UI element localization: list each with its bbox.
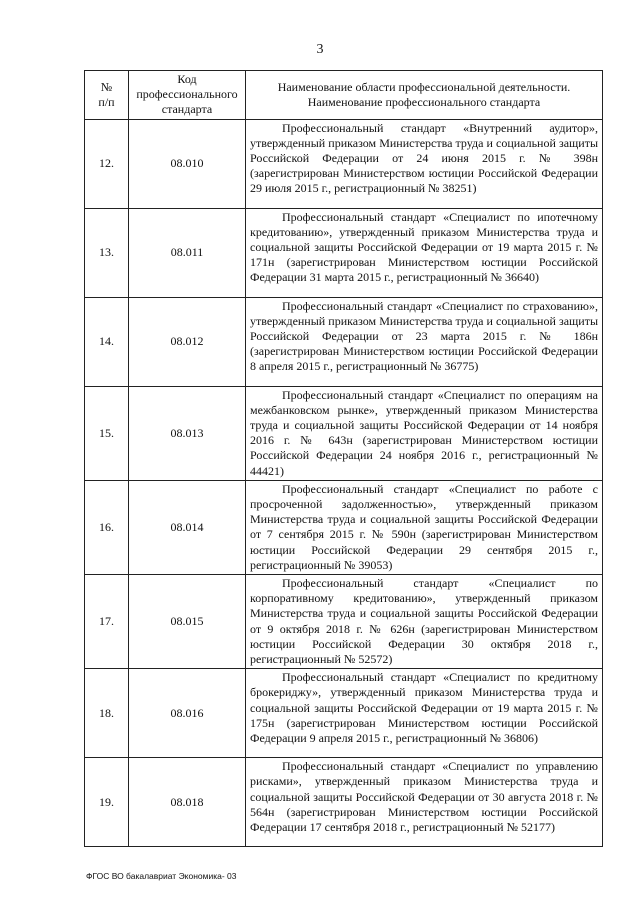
table-row [85, 119, 603, 208]
standard-description: Профессиональный стандарт «Специалист по ипотечному кредитованию», утвержденный приказом Министерства труда и социальной защиты Российской Федерации от 19 марта 2015 г. № 171н (зарегистрирован Министерством юстиции Российской Федерации 31 марта 2015 г., регистрационный № 36640) [246, 208, 603, 297]
table-row [85, 575, 603, 669]
table-row [85, 758, 603, 847]
row-number: 15. [85, 386, 129, 480]
table-row [85, 669, 603, 758]
standard-description: Профессиональный стандарт «Специалист по управлению рисками», утвержденный приказом Министерства труда и социальной защиты Российской Федерации от 30 августа 2018 г. № 564н (зарегистрирован Министерством юстиции Российской Федерации 17 сентября 2018 г., регистрационный № 52177) [246, 758, 603, 847]
table-header-row [85, 71, 603, 120]
standard-description: Профессиональный стандарт «Специалист по работе с просроченной задолженностью», утвержденный приказом Министерства труда и социальной защиты Российской Федерации от 7 сентября 2015 г. № 590н (зарегистрирован Министерством юстиции Российской Федерации 29 сентября 2015 г., регистрационный № 39053) [246, 480, 603, 574]
standard-description: Профессиональный стандарт «Специалист по корпоративному кредитованию», утвержденный приказом Министерства труда и социальной защиты Российской Федерации от 9 октября 2018 г. № 626н (зарегистрирован Министерством юстиции Российской Федерации 30 октября 2018 г., регистрационный № 52572) [246, 575, 603, 669]
standard-description: Профессиональный стандарт «Специалист по страхованию», утвержденный приказом Министерства труда и социальной защиты Российской Федерации от 23 марта 2015 г. № 186н (зарегистрирован Министерством юстиции Российской Федерации 8 апреля 2015 г., регистрационный № 36775) [246, 297, 603, 386]
header-name: Наименование области профессиональной деятельности. Наименование профессионального стандарта [246, 71, 603, 120]
standard-description: Профессиональный стандарт «Специалист по операциям на межбанковском рынке», утвержденный приказом Министерства труда и социальной защиты Российской Федерации от 14 ноября 2016 г. № 643н (зарегистрирован Министерством юстиции Российской Федерации 24 ноября 2016 г., регистрационный № 44421) [246, 386, 603, 480]
standard-code: 08.018 [129, 758, 246, 847]
standard-code: 08.014 [129, 480, 246, 574]
row-number: 17. [85, 575, 129, 669]
table-row [85, 386, 603, 480]
standard-description: Профессиональный стандарт «Специалист по кредитному брокериджу», утвержденный приказом Министерства труда и социальной защиты Российской Федерации от 19 марта 2015 г. № 175н (зарегистрирован Министерством юстиции Российской Федерации 9 апреля 2015 г., регистрационный № 36806) [246, 669, 603, 758]
row-number: 12. [85, 119, 129, 208]
standard-code: 08.012 [129, 297, 246, 386]
header-number: № п/п [85, 71, 129, 120]
table-row [85, 297, 603, 386]
row-number: 13. [85, 208, 129, 297]
standard-code: 08.013 [129, 386, 246, 480]
standard-code: 08.010 [129, 119, 246, 208]
professional-standards-table [84, 70, 603, 847]
document-footer: ФГОС ВО бакалавриат Экономика- 03 [86, 871, 237, 881]
row-number: 14. [85, 297, 129, 386]
table-row [85, 480, 603, 574]
row-number: 18. [85, 669, 129, 758]
standard-description: Профессиональный стандарт «Внутренний аудитор», утвержденный приказом Министерства труда и социальной защиты Российской Федерации от 24 июня 2015 г. № 398н (зарегистрирован Министерством юстиции Российской Федерации 29 июля 2015 г., регистрационный № 38251) [246, 119, 603, 208]
table-row [85, 208, 603, 297]
standard-code: 08.015 [129, 575, 246, 669]
page-number: 3 [316, 42, 324, 57]
header-code: Код профессионального стандарта [129, 71, 246, 120]
row-number: 19. [85, 758, 129, 847]
row-number: 16. [85, 480, 129, 574]
standard-code: 08.011 [129, 208, 246, 297]
standard-code: 08.016 [129, 669, 246, 758]
